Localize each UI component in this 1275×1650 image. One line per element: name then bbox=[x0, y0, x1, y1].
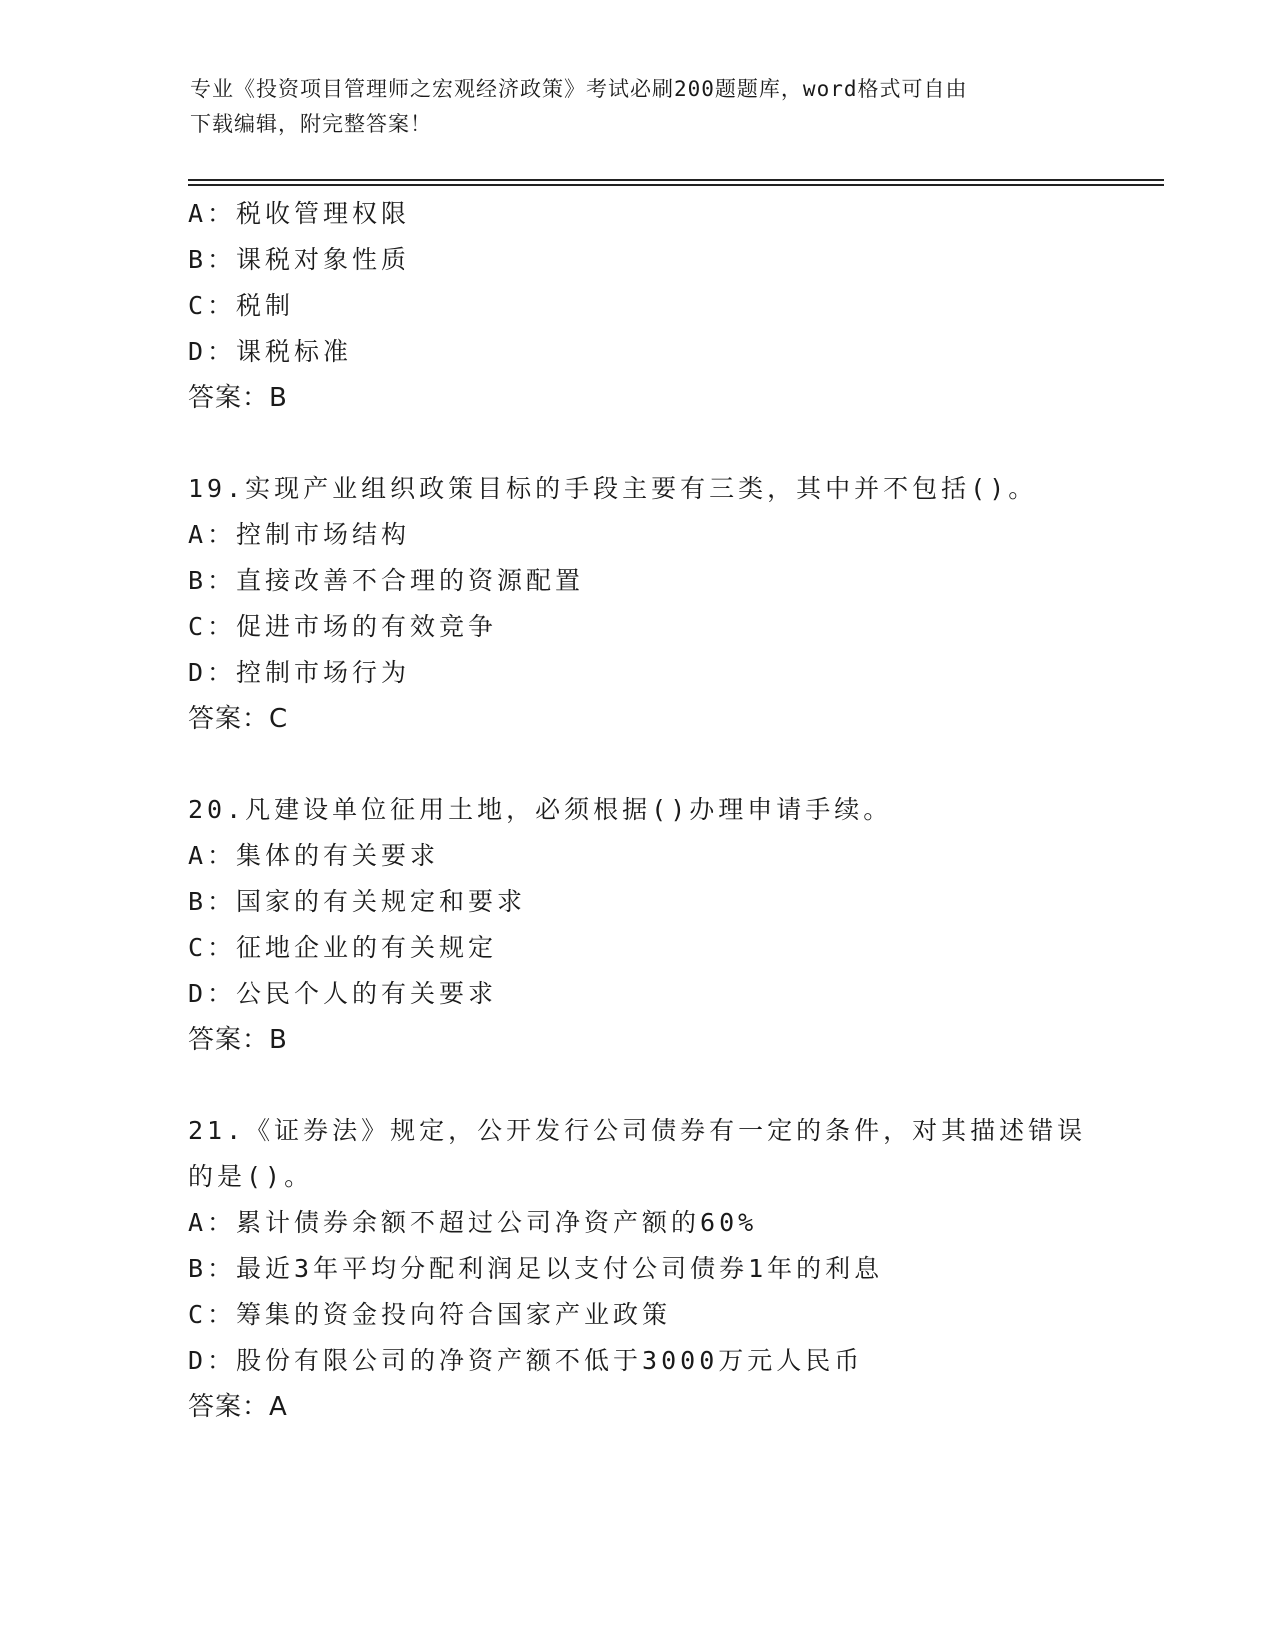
option-a: A：集体的有关要求 bbox=[188, 841, 440, 870]
option-c: C：促进市场的有效竞争 bbox=[188, 612, 498, 641]
answer-line: 答案：C bbox=[188, 704, 289, 734]
document-header bbox=[190, 72, 1090, 142]
question-stem-line-2: 的是()。 bbox=[188, 1162, 314, 1191]
option-c: C：税制 bbox=[188, 291, 295, 320]
header-line-1: 专业《投资项目管理师之宏观经济政策》考试必刷200题题库，word格式可自由 bbox=[190, 77, 968, 101]
answer-line: 答案：B bbox=[188, 1025, 288, 1055]
question-stem: 20.凡建设单位征用土地，必须根据()办理申请手续。 bbox=[188, 795, 893, 824]
option-b: B：最近3年平均分配利润足以支付公司债券1年的利息 bbox=[188, 1254, 884, 1283]
option-d: D：课税标准 bbox=[188, 337, 353, 366]
question-stem-line-1: 21.《证券法》规定，公开发行公司债券有一定的条件，对其描述错误 bbox=[188, 1116, 1087, 1145]
option-a: A：累计债券余额不超过公司净资产额的60% bbox=[188, 1208, 758, 1237]
answer-line: 答案：B bbox=[188, 383, 288, 413]
option-c: C：筹集的资金投向符合国家产业政策 bbox=[188, 1300, 672, 1329]
question-20 bbox=[188, 787, 1088, 1063]
header-divider-bottom bbox=[188, 184, 1164, 186]
answer-line: 答案：A bbox=[188, 1392, 288, 1422]
question-18 bbox=[188, 191, 1088, 421]
option-c: C：征地企业的有关规定 bbox=[188, 933, 498, 962]
option-d: D：控制市场行为 bbox=[188, 658, 411, 687]
option-a: A：控制市场结构 bbox=[188, 520, 411, 549]
question-stem: 19.实现产业组织政策目标的手段主要有三类，其中并不包括()。 bbox=[188, 474, 1038, 503]
header-line-2: 下载编辑，附完整答案！ bbox=[190, 112, 432, 136]
question-21 bbox=[188, 1108, 1088, 1430]
option-b: B：直接改善不合理的资源配置 bbox=[188, 566, 585, 595]
option-b: B：课税对象性质 bbox=[188, 245, 411, 274]
option-a: A：税收管理权限 bbox=[188, 199, 411, 228]
question-list bbox=[188, 191, 1088, 1430]
option-d: D：股份有限公司的净资产额不低于3000万元人民币 bbox=[188, 1346, 864, 1375]
question-19 bbox=[188, 466, 1088, 742]
option-b: B：国家的有关规定和要求 bbox=[188, 887, 527, 916]
option-d: D：公民个人的有关要求 bbox=[188, 979, 498, 1008]
header-divider-top bbox=[188, 179, 1164, 181]
